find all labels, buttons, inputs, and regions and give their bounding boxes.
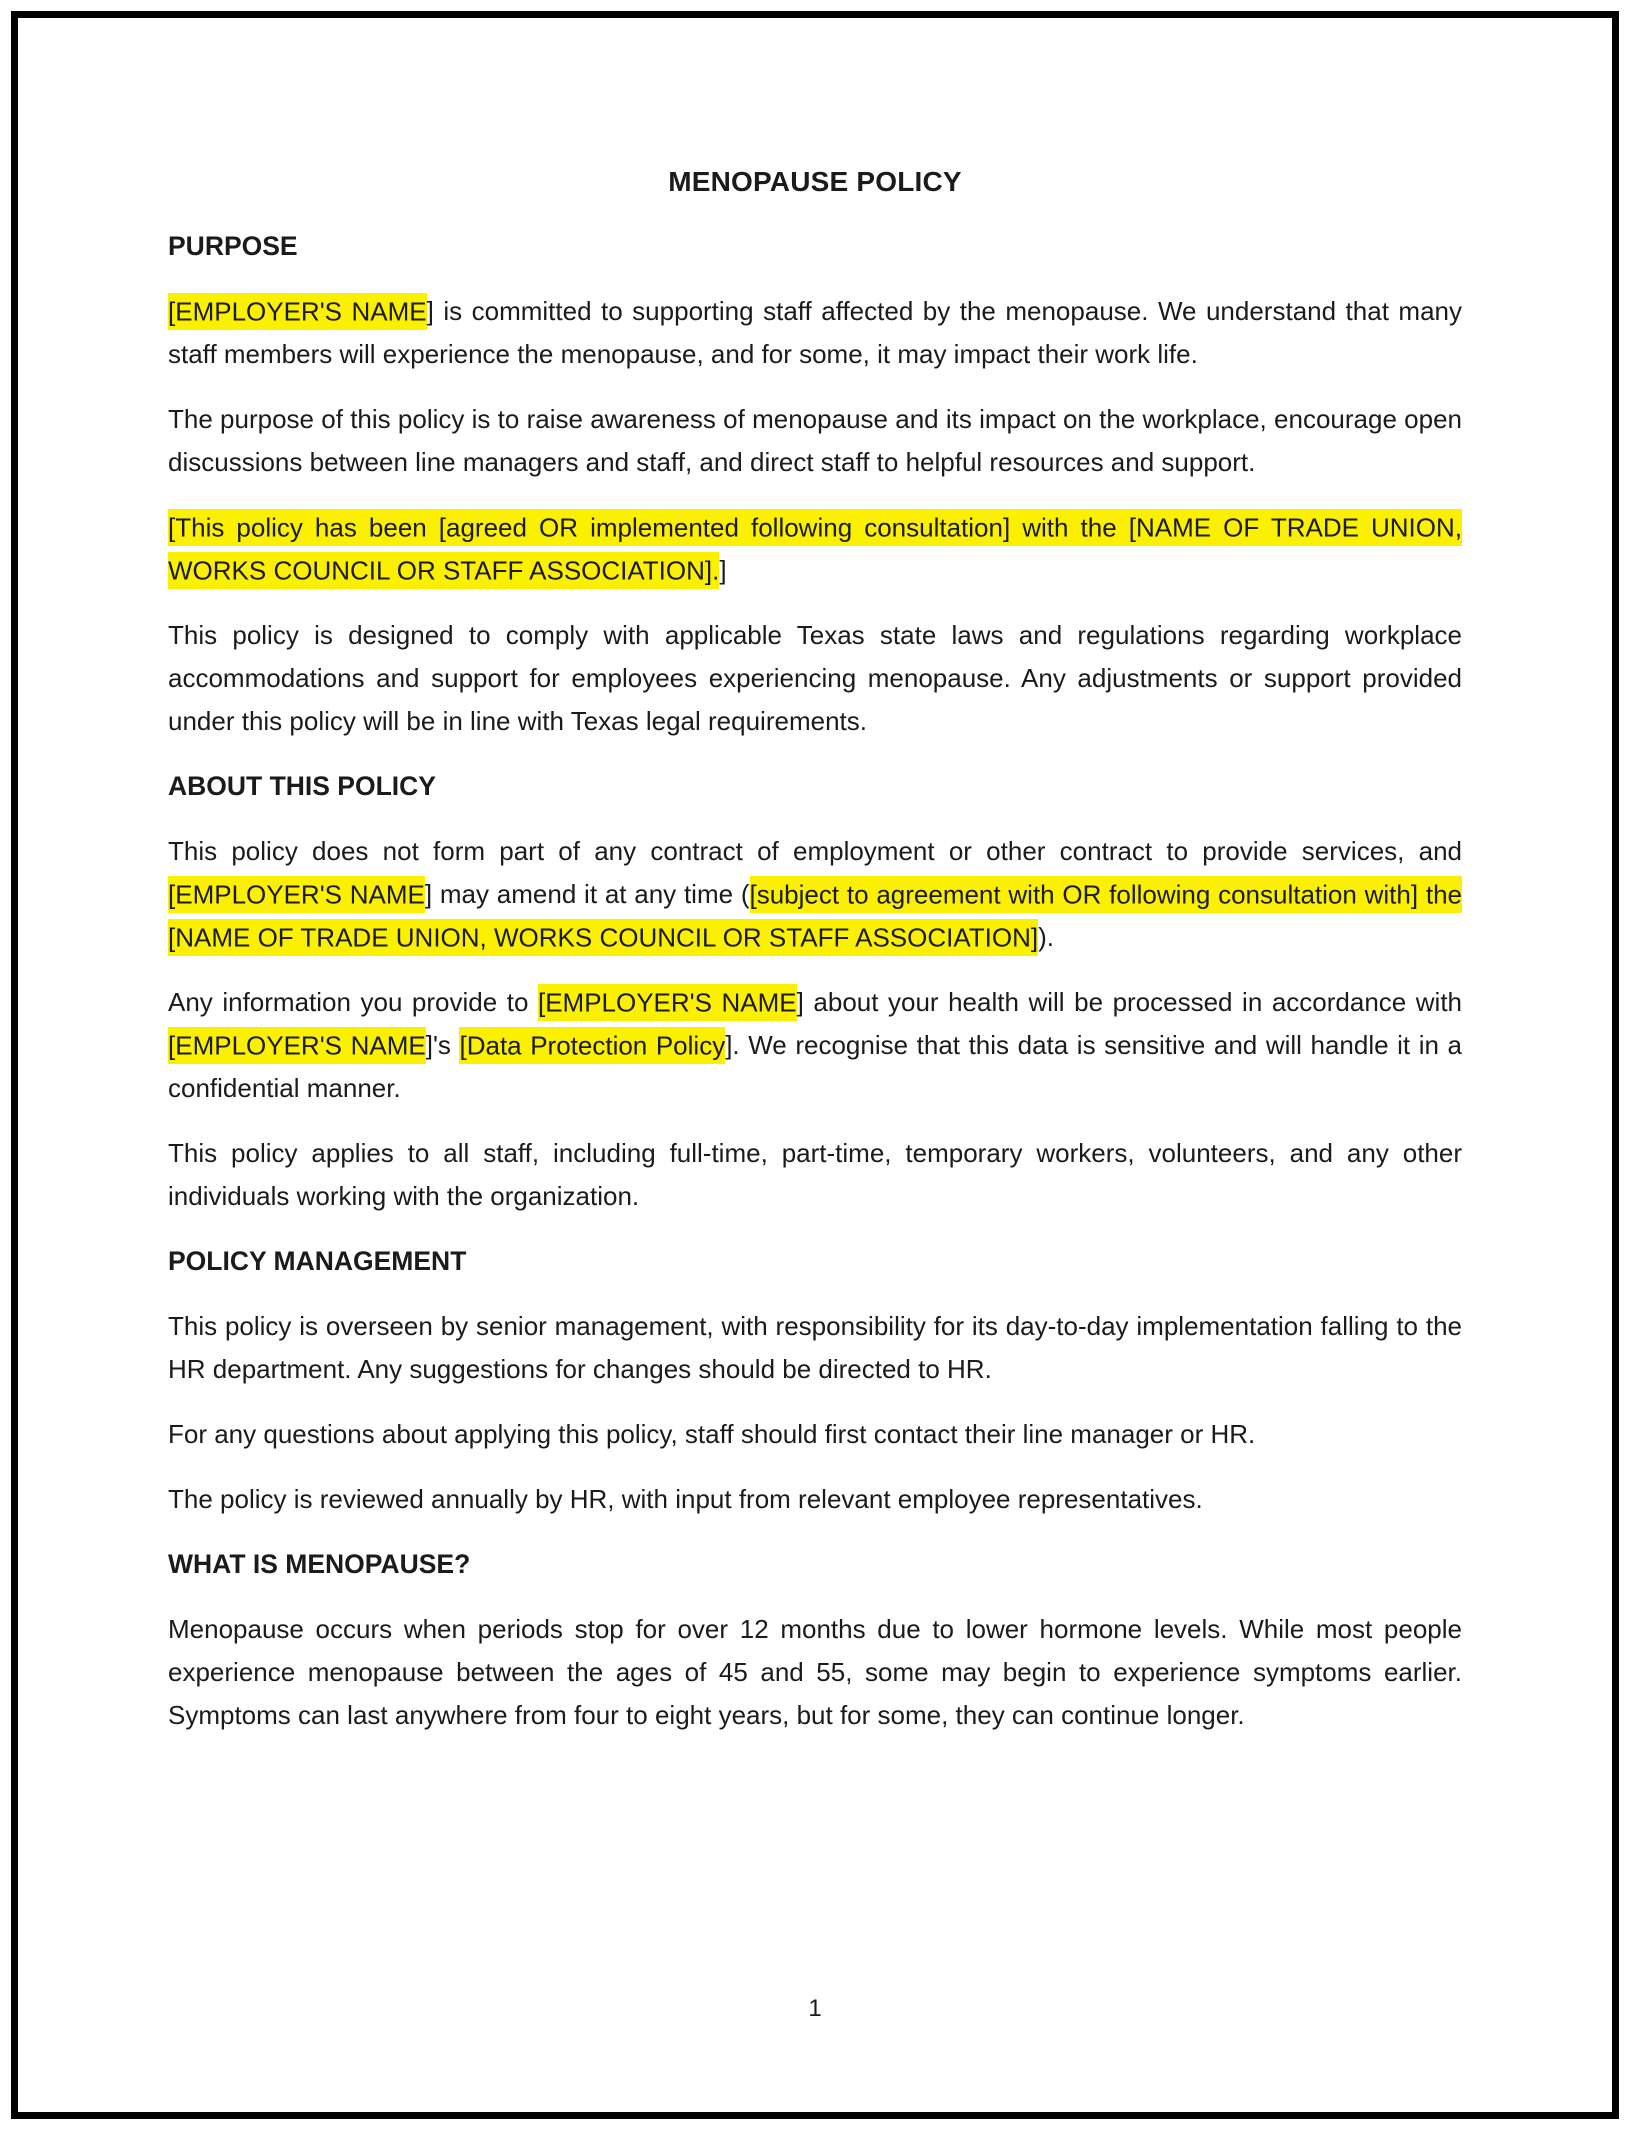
highlighted-text: [EMPLOYER'S NAME bbox=[538, 984, 797, 1021]
paragraph: This policy is designed to comply with applicable Texas state laws and regulations regarding workplace accommodations and support for employees experiencing menopause. Any adjustments or support provided under this policy will be in line with Texas legal requirements. bbox=[168, 620, 1462, 736]
section-heading: POLICY MANAGEMENT bbox=[168, 1246, 467, 1276]
highlighted-text: [This policy has been [agreed OR implemented following consultation] with the [NAME OF TRADE UNION, WORKS COUNCIL OR STAFF ASSOCIATION]. bbox=[168, 509, 1462, 589]
paragraph: This policy does not form part of any contract of employment or other contract to provide services, and [EMPLOYER'S NAME] may amend it at any time ([subject to agreement with OR following consultation with] the [NAME OF TRADE UNION, WORKS COUNCIL OR STAFF ASSOCIATION]). bbox=[168, 830, 1462, 959]
paragraph: The policy is reviewed annually by HR, with input from relevant employee representatives. bbox=[168, 1484, 1203, 1514]
paragraph: Menopause occurs when periods stop for over 12 months due to lower hormone levels. While most people experience menopause between the ages of 45 and 55, some may begin to experience symptoms earlier. Symptoms can last anywhere from four to eight years, but for some, they can continue longer. bbox=[168, 1614, 1462, 1730]
highlighted-text: [EMPLOYER'S NAME bbox=[168, 1027, 426, 1064]
section-heading: WHAT IS MENOPAUSE? bbox=[168, 1549, 471, 1579]
highlighted-text: [subject to agreement with OR following consultation with] the [NAME OF TRADE UNION, WORKS COUNCIL OR STAFF ASSOCIATION] bbox=[168, 876, 1462, 956]
paragraph: Any information you provide to [EMPLOYER'S NAME] about your health will be processed in accordance with [EMPLOYER'S NAME]'s [Data Protection Policy]. We recognise that this data is sensitive and will handle it in a confidential manner. bbox=[168, 981, 1462, 1110]
highlighted-text: [Data Protection Policy bbox=[459, 1027, 725, 1064]
section-heading: PURPOSE bbox=[168, 231, 298, 261]
page-number: 1 bbox=[808, 1995, 822, 2022]
document-title: MENOPAUSE POLICY bbox=[668, 166, 962, 197]
paragraph: This policy applies to all staff, including full-time, part-time, temporary workers, volunteers, and any other individuals working with the organization. bbox=[168, 1138, 1462, 1211]
paragraph: [This policy has been [agreed OR implemented following consultation] with the [NAME OF TRADE UNION, WORKS COUNCIL OR STAFF ASSOCIATION].] bbox=[168, 506, 1462, 592]
paragraph: This policy is overseen by senior management, with responsibility for its day-to-day implementation falling to the HR department. Any suggestions for changes should be directed to HR. bbox=[168, 1311, 1462, 1384]
section-heading: ABOUT THIS POLICY bbox=[168, 771, 436, 801]
document-blocks bbox=[168, 225, 1462, 1737]
paragraph: For any questions about applying this policy, staff should first contact their line manager or HR. bbox=[168, 1419, 1256, 1449]
highlighted-text: [EMPLOYER'S NAME bbox=[168, 293, 427, 330]
paragraph: [EMPLOYER'S NAME] is committed to supporting staff affected by the menopause. We understand that many staff members will experience the menopause, and for some, it may impact their work life. bbox=[168, 290, 1462, 376]
paragraph: The purpose of this policy is to raise awareness of menopause and its impact on the workplace, encourage open discussions between line managers and staff, and direct staff to helpful resources and support. bbox=[168, 404, 1462, 477]
highlighted-text: [EMPLOYER'S NAME bbox=[168, 876, 425, 913]
